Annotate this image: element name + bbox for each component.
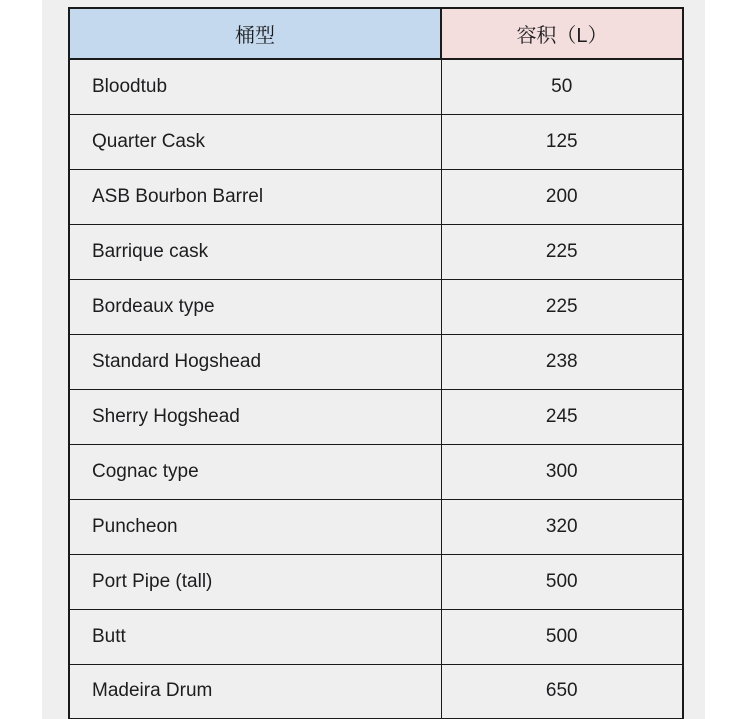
barrel-type-cell: Quarter Cask — [69, 114, 441, 169]
table-header — [69, 8, 683, 59]
capacity-cell: 500 — [441, 609, 683, 664]
content-panel — [42, 0, 705, 719]
barrel-capacity-table — [68, 7, 684, 719]
header-cell-barrel-type: 桶型 — [69, 8, 441, 59]
capacity-cell: 500 — [441, 554, 683, 609]
table-row — [69, 499, 683, 554]
table-body — [69, 59, 683, 719]
capacity-cell: 200 — [441, 169, 683, 224]
capacity-cell: 125 — [441, 114, 683, 169]
capacity-cell: 300 — [441, 444, 683, 499]
table-row — [69, 389, 683, 444]
capacity-cell: 650 — [441, 664, 683, 719]
table-row — [69, 664, 683, 719]
table-row — [69, 224, 683, 279]
barrel-type-cell: Bordeaux type — [69, 279, 441, 334]
barrel-type-cell: Standard Hogshead — [69, 334, 441, 389]
table-row — [69, 444, 683, 499]
barrel-type-cell: Cognac type — [69, 444, 441, 499]
barrel-type-cell: Barrique cask — [69, 224, 441, 279]
table-row — [69, 114, 683, 169]
capacity-cell: 238 — [441, 334, 683, 389]
table-row — [69, 59, 683, 114]
barrel-type-cell: Sherry Hogshead — [69, 389, 441, 444]
barrel-type-cell: Bloodtub — [69, 59, 441, 114]
barrel-type-cell: Butt — [69, 609, 441, 664]
header-cell-capacity: 容积（L） — [441, 8, 683, 59]
capacity-cell: 225 — [441, 224, 683, 279]
barrel-type-cell: Madeira Drum — [69, 664, 441, 719]
table-row — [69, 169, 683, 224]
capacity-cell: 225 — [441, 279, 683, 334]
capacity-cell: 320 — [441, 499, 683, 554]
table-row — [69, 334, 683, 389]
header-row — [69, 8, 683, 59]
capacity-cell: 50 — [441, 59, 683, 114]
table-row — [69, 609, 683, 664]
capacity-cell: 245 — [441, 389, 683, 444]
table-row — [69, 554, 683, 609]
barrel-type-cell: Port Pipe (tall) — [69, 554, 441, 609]
table-row — [69, 279, 683, 334]
barrel-type-cell: ASB Bourbon Barrel — [69, 169, 441, 224]
barrel-type-cell: Puncheon — [69, 499, 441, 554]
